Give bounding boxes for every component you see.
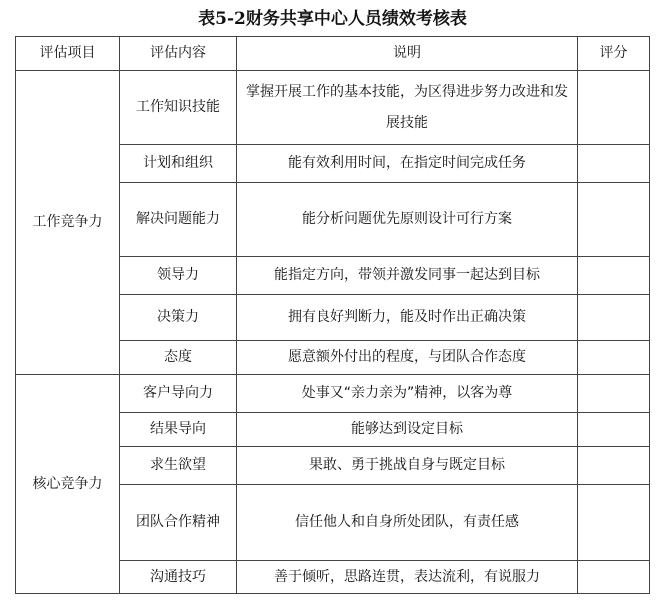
content-cell: 领导力 bbox=[120, 257, 237, 295]
score-cell bbox=[578, 485, 650, 561]
content-cell: 工作知识技能 bbox=[120, 71, 237, 145]
description-cell: 愿意额外付出的程度，与团队合作态度 bbox=[237, 341, 578, 375]
description-cell: 拥有良好判断力，能及时作出正确决策 bbox=[237, 295, 578, 341]
header-row bbox=[16, 37, 650, 71]
content-cell: 解决问题能力 bbox=[120, 183, 237, 257]
score-cell bbox=[578, 561, 650, 594]
header-description: 说明 bbox=[237, 37, 578, 71]
table-row bbox=[16, 375, 650, 413]
description-cell: 能有效利用时间，在指定时间完成任务 bbox=[237, 145, 578, 183]
description-cell: 善于倾听，思路连贯，表达流利，有说服力 bbox=[237, 561, 578, 594]
content-cell: 态度 bbox=[120, 341, 237, 375]
header-content: 评估内容 bbox=[120, 37, 237, 71]
table-title: 表5-2财务共享中心人员绩效考核表 bbox=[198, 9, 467, 29]
header-score: 评分 bbox=[578, 37, 650, 71]
score-cell bbox=[578, 257, 650, 295]
score-cell bbox=[578, 71, 650, 145]
description-cell: 处事又“亲力亲为”精神，以客为尊 bbox=[237, 375, 578, 413]
content-cell: 客户导向力 bbox=[120, 375, 237, 413]
score-cell bbox=[578, 145, 650, 183]
score-cell bbox=[578, 447, 650, 485]
description-cell: 能够达到设定目标 bbox=[237, 413, 578, 447]
content-cell: 决策力 bbox=[120, 295, 237, 341]
score-cell bbox=[578, 413, 650, 447]
description-cell: 能指定方向，带领并激发同事一起达到目标 bbox=[237, 257, 578, 295]
content-cell: 求生欲望 bbox=[120, 447, 237, 485]
score-cell bbox=[578, 341, 650, 375]
content-cell: 沟通技巧 bbox=[120, 561, 237, 594]
description-cell: 信任他人和自身所处团队，有责任感 bbox=[237, 485, 578, 561]
description-cell: 果敢、勇于挑战自身与既定目标 bbox=[237, 447, 578, 485]
content-cell: 结果导向 bbox=[120, 413, 237, 447]
header-item: 评估项目 bbox=[16, 37, 120, 71]
score-cell bbox=[578, 183, 650, 257]
score-cell bbox=[578, 375, 650, 413]
group-label-core: 核心竞争力 bbox=[16, 375, 120, 594]
content-cell: 团队合作精神 bbox=[120, 485, 237, 561]
table-row bbox=[16, 71, 650, 145]
score-cell bbox=[578, 295, 650, 341]
content-cell: 计划和组织 bbox=[120, 145, 237, 183]
performance-table bbox=[15, 36, 650, 594]
group-label-work: 工作竞争力 bbox=[16, 71, 120, 375]
description-cell: 掌握开展工作的基本技能，为区得进步努力改进和发展技能 bbox=[237, 71, 578, 145]
description-cell: 能分析问题优先原则设计可行方案 bbox=[237, 183, 578, 257]
